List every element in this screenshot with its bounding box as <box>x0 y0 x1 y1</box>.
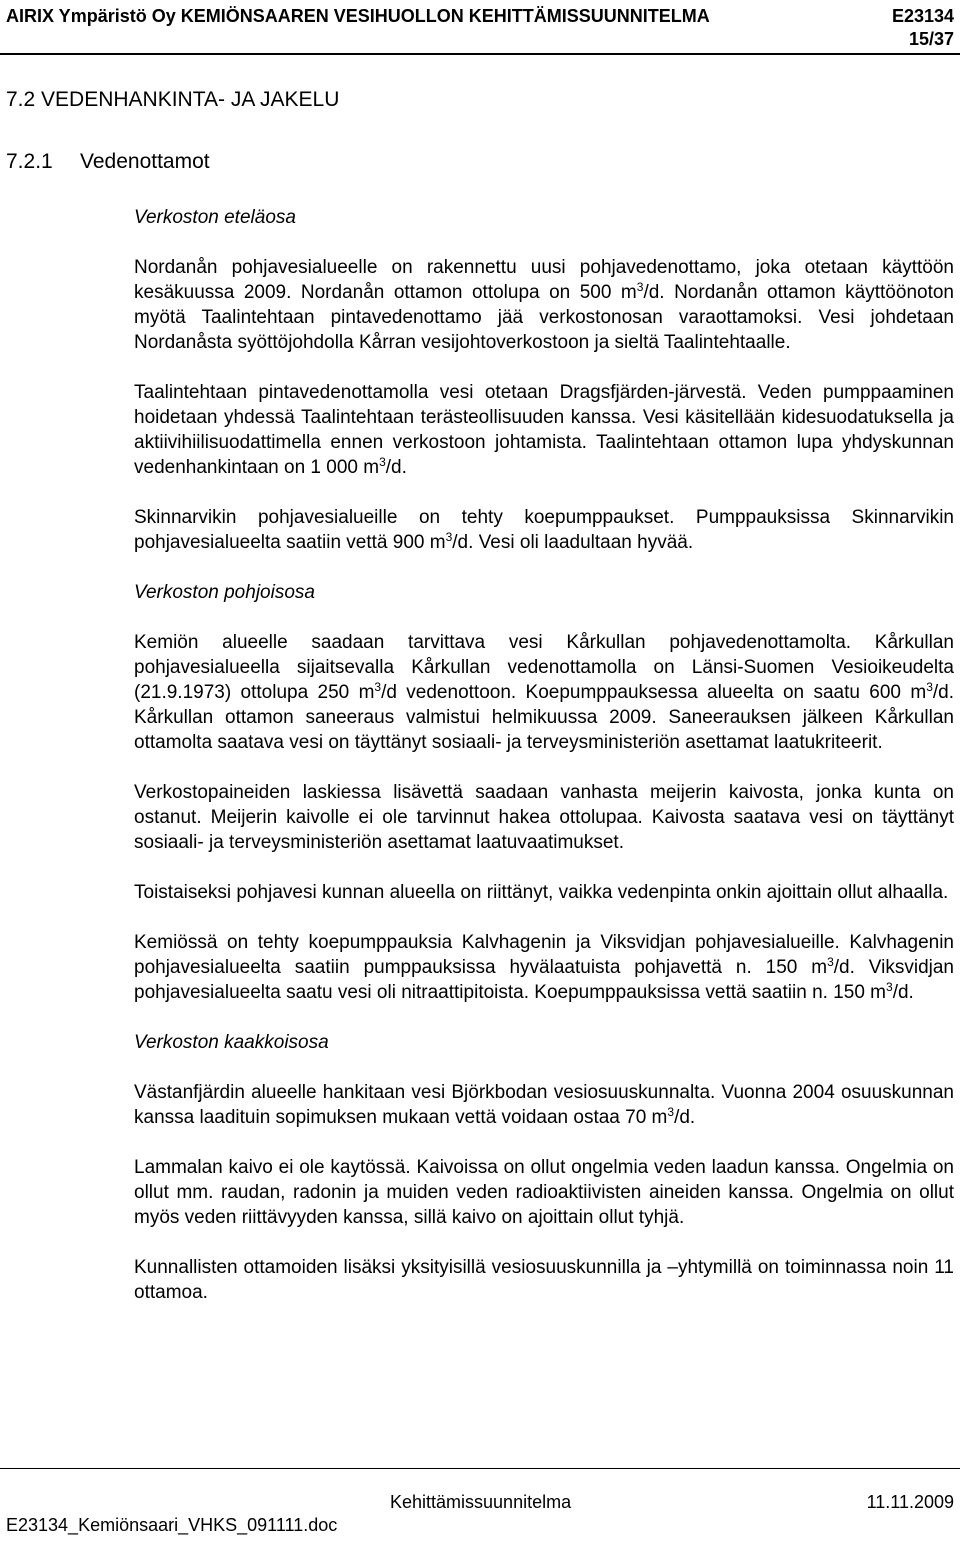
paragraph-text: Verkostopaineiden laskiessa lisävettä saadaan vanhasta meijerin kaivosta, jonka kunta on ostanut. Meijerin kaivolle ei ole tarvinnut hakea ottolupaa. Kaivosta saatava vesi on täyttänyt sosiaali- ja terveysministeriön asettamat laatuvaatimukset. <box>134 782 954 853</box>
paragraph <box>134 1155 954 1230</box>
unit-superscript: 3 <box>374 680 382 694</box>
paragraph <box>134 1255 954 1305</box>
paragraph-text: Kunnallisten ottamoiden lisäksi yksityisillä vesiosuuskunnilla ja –yhtymillä on toiminnassa noin 11 ottamoa. <box>134 1257 954 1303</box>
paragraph-text: /d. <box>892 982 914 1003</box>
region-subheading: Verkoston eteläosa <box>134 207 296 228</box>
paragraph <box>134 930 954 1005</box>
paragraph <box>134 380 954 480</box>
header-project-code: E23134 <box>891 6 954 26</box>
footer-divider <box>0 1468 960 1469</box>
unit-superscript: 3 <box>445 530 453 544</box>
footer-date: 11.11.2009 <box>866 1492 954 1512</box>
section-heading: 7.2 VEDENHANKINTA- JA JAKELU <box>6 88 340 111</box>
unit-superscript: 3 <box>926 680 933 694</box>
paragraph-text: /d. <box>674 1107 696 1128</box>
paragraph <box>134 505 954 555</box>
region-subheading: Verkoston pohjoisosa <box>134 582 315 603</box>
paragraph-text: Nordanån pohjavesialueelle on rakennettu uusi pohjavedenottamo, joka otetaan käyttöön kesäkuussa 2009. Nordanån ottamon ottolupa on 500 m <box>134 257 954 303</box>
paragraph <box>134 1080 954 1130</box>
document-body <box>134 205 954 1330</box>
paragraph-text: /d. Nordanån ottamon käyttöönoton myötä Taalintehtaan pintavedenottamo jää verkostonosan varaottamoksi. Vesi johdetaan Nordanåsta syöttöjohdolla Kårran vesijohtoverkostoon ja sieltä Taalintehtaalle. <box>134 282 954 353</box>
header-divider <box>0 53 960 55</box>
paragraph-text: Toistaiseksi pohjavesi kunnan alueella on riittänyt, vaikka vedenpinta onkin ajoittain ollut alhaalla. <box>134 882 949 903</box>
subsection-number: 7.2.1 <box>6 150 53 173</box>
paragraph-text: Kemiössä on tehty koepumppauksia Kalvhagenin ja Viksvidjan pohjavesialueille. Kalvhagenin pohjavesialueelta saatiin pumppauksissa hyvälaatuista pohjavettä n. 150 m <box>134 932 954 978</box>
paragraph-text: Lammalan kaivo ei ole kaytössä. Kaivoissa on ollut ongelmia veden laadun kanssa. Ongelmia on ollut mm. raudan, radonin ja muiden veden radioaktiivisten aineiden kanssa. Ongelmia on ollut myös veden riittävyyden kanssa, sillä kaivo on ajoittain ollut tyhjä. <box>134 1157 954 1228</box>
paragraph <box>134 255 954 355</box>
paragraph <box>134 630 954 755</box>
paragraph-text: /d. Kårkullan ottamon saneeraus valmistui helmikuussa 2009. Saneerauksen jälkeen Kårkullan ottamolta saatava vesi on täyttänyt sosiaali- ja terveysministeriön asettamat laatukriteerit. <box>134 682 954 753</box>
paragraph <box>134 880 954 905</box>
paragraph-text: Taalintehtaan pintavedenottamolla vesi otetaan Dragsfjärden-järvestä. Veden pumppaaminen hoidetaan yhdessä Taalintehtaan terästeollisuuden kanssa. Vesi käsitellään kidesuodatuksella ja aktiivihiilisuodattimella ennen verkostoon johtamista. Taalintehtaan ottamon lupa yhdyskunnan vedenhankintaan on 1 000 m <box>134 382 954 478</box>
paragraph-text: /d vedenottoon. Koepumppauksessa alueelta on saatu 600 m <box>381 682 927 703</box>
paragraph-text: /d. Vesi oli laadultaan hyvää. <box>452 532 694 553</box>
page-footer <box>0 1468 960 1541</box>
paragraph-text: Skinnarvikin pohjavesialueille on tehty koepumppaukset. Pumppauksissa Skinnarvikin pohjavesialueelta saatiin vettä 900 m <box>134 507 954 553</box>
page-header <box>0 0 960 56</box>
subsection-heading <box>6 150 210 174</box>
unit-superscript: 3 <box>827 955 834 969</box>
unit-superscript: 3 <box>886 980 893 994</box>
header-page-number: 15/37 <box>908 29 954 49</box>
paragraph-text: /d. Viksvidjan pohjavesialueelta saatu vesi oli nitraattipitoista. Koepumppauksissa vettä saatiin n. 150 m <box>134 957 954 1003</box>
paragraph-text: /d. <box>385 457 407 478</box>
paragraph <box>134 780 954 855</box>
unit-superscript: 3 <box>667 1105 675 1119</box>
region-subheading: Verkoston kaakkoisosa <box>134 1032 329 1053</box>
footer-filename: E23134_Kemiönsaari_VHKS_091111.doc <box>6 1515 338 1535</box>
paragraph-text: Kemiön alueelle saadaan tarvittava vesi Kårkullan pohjavedenottamolta. Kårkullan pohjavesialueella sijaitsevalla Kårkullan vedenottamolla on Länsi-Suomen Vesioikeudelta (21.9.1973) ottolupa 250 m <box>134 632 954 703</box>
subsection-title: Vedenottamot <box>80 150 210 173</box>
footer-document-type: Kehittämissuunnitelma <box>390 1492 572 1512</box>
paragraph-text: Västanfjärdin alueelle hankitaan vesi Björkbodan vesiosuuskunnalta. Vuonna 2004 osuuskunnan kanssa laadituin sopimuksen mukaan vettä voidaan ostaa 70 m <box>134 1082 954 1128</box>
unit-superscript: 3 <box>636 280 644 294</box>
header-title: AIRIX Ympäristö Oy KEMIÖNSAAREN VESIHUOLLON KEHITTÄMISSUUNNITELMA <box>6 6 710 26</box>
unit-superscript: 3 <box>379 455 386 469</box>
